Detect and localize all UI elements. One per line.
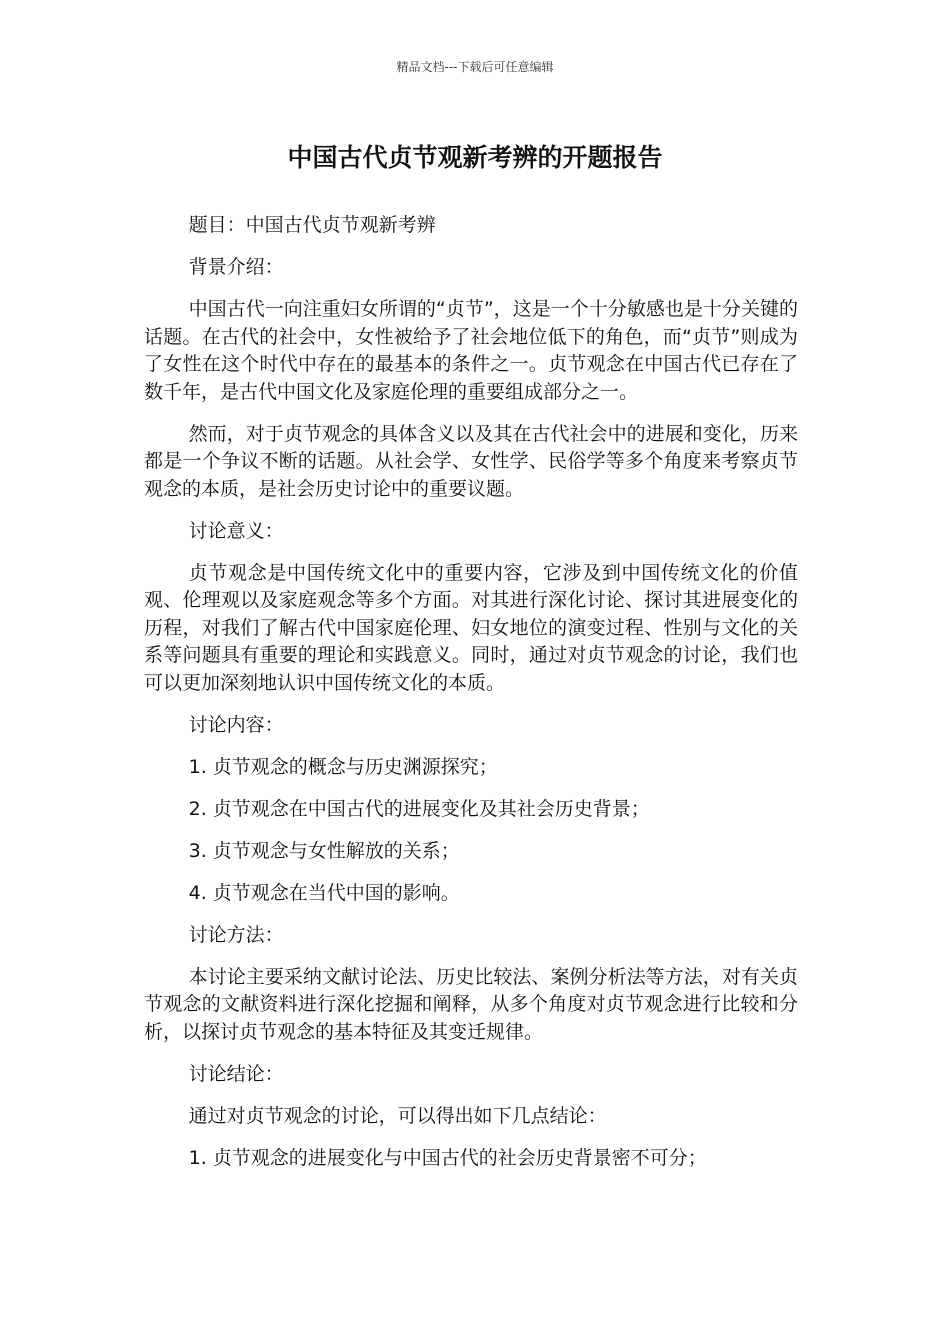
content-item-2: 2. 贞节观念在中国古代的进展变化及其社会历史背景；: [188, 797, 650, 820]
section-heading-background: 背景介绍：: [188, 256, 284, 278]
content-item-1: 1. 贞节观念的概念与历史渊源探究；: [188, 755, 498, 778]
document-title: 中国古代贞节观新考辨的开题报告: [287, 143, 663, 172]
significance-paragraph: 贞节观念是中国传统文化中的重要内容，它涉及到中国传统文化的价值观、伦理观以及家庭观念等多个方面。对其进行深化讨论、探讨其进展变化的历程，对我们了解古代中国家庭伦理、妇女地位的演变过程、性别与文化的关系等问题具有重要的理论和实践意义。同时，通过对贞节观念的讨论，我们也可以更加深刻地认识中国传统文化的本质。: [144, 561, 798, 694]
conclusion-item-1: 1. 贞节观念的进展变化与中国古代的社会历史背景密不可分；: [188, 1146, 707, 1169]
section-heading-significance: 讨论意义：: [188, 519, 284, 542]
topic-line: 题目：中国古代贞节观新考辨: [188, 214, 436, 236]
section-heading-conclusion: 讨论结论：: [188, 1062, 284, 1085]
background-paragraph-1: 中国古代一向注重妇女所谓的“贞节”，这是一个十分敏感也是十分关键的话题。在古代的社会中，女性被给予了社会地位低下的角色，而“贞节”则成为了女性在这个时代中存在的最基本的条件之一。贞节观念在中国古代已存在了数千年，是古代中国文化及家庭伦理的重要组成部分之一。: [144, 298, 798, 403]
conclusion-intro: 通过对贞节观念的讨论，可以得出如下几点结论：: [188, 1104, 607, 1127]
background-paragraph-2: 然而，对于贞节观念的具体含义以及其在古代社会中的进展和变化，历来都是一个争议不断的话题。从社会学、女性学、民俗学等多个角度来考察贞节观念的本质，是社会历史讨论中的重要议题。: [144, 422, 798, 500]
section-heading-content: 讨论内容：: [188, 713, 284, 736]
content-item-4: 4. 贞节观念在当代中国的影响。: [188, 881, 460, 904]
section-heading-method: 讨论方法：: [188, 923, 284, 946]
content-item-3: 3. 贞节观念与女性解放的关系；: [188, 839, 460, 862]
page-header-note: 精品文档---下载后可任意编辑: [396, 60, 554, 74]
method-paragraph: 本讨论主要采纳文献讨论法、历史比较法、案例分析法等方法，对有关贞节观念的文献资料进行深化挖掘和阐释，从多个角度对贞节观念进行比较和分析，以探讨贞节观念的基本特征及其变迁规律。: [144, 965, 798, 1043]
document-body: [144, 212, 798, 1187]
